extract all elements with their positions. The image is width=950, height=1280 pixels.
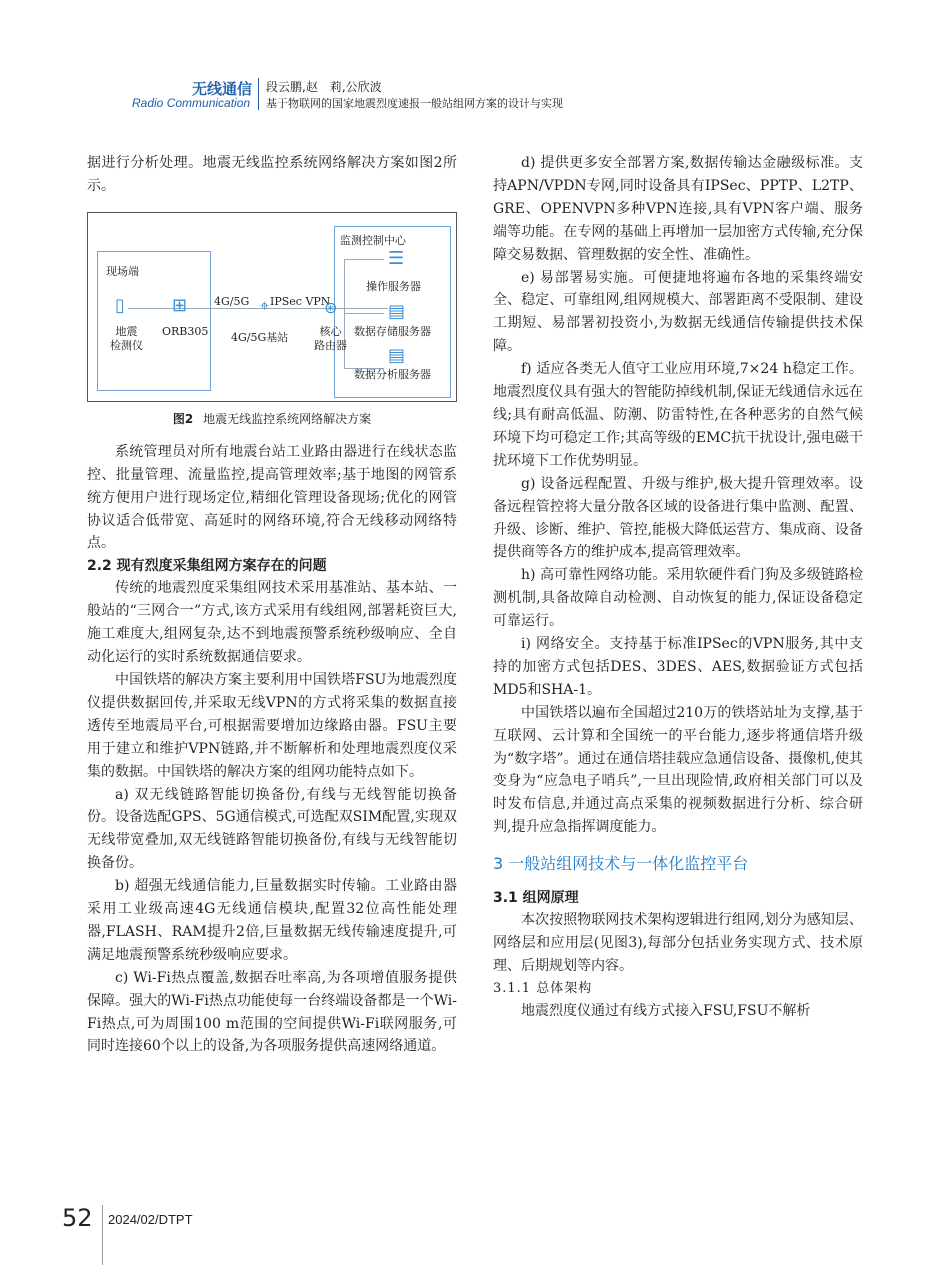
router-icon: ⊞ [172,294,188,316]
storage-server-label: 数据存储服务器 [354,324,431,338]
list-item-i: i) 网络安全。支持基于标准IPSec的VPN服务,其中支持的加密方式包括DES、3DES、AES,数据验证方式包括MD5和SHA-1。 [493,636,863,698]
list-item-a: a) 双无线链路智能切换备份,有线与无线智能切换备份。设备选配GPS、5G通信模式,可选配双SIM配置,实现双无线带宽叠加,双无线链路智能切换备份,有线与无线智能切换备份。 [87,786,457,872]
list-item-d: d) 提供更多安全部署方案,数据传输达金融级标准。支持APN/VPDN专网,同时设备具有IPSec、PPTP、L2TP、GRE、OPENVPN多种VPN连接,具有VPN客户端、服务端等功能。在专网的基础上再增加一层加密方式传输,充分保障交易数据、管理数据的安全性、准确性。 [493,155,863,263]
server-icon: ☰ [388,247,405,269]
issue-label: 2024/02/DTPT [108,1212,193,1227]
core-router-icon: ⊛ [324,297,338,317]
paragraph: 传统的地震烈度采集组网技术采用基准站、基本站、一般站的“三网合一”方式,该方式采用有线组网,部署耗资巨大,施工难度大,组网复杂,达不到地震预警系统秒级响应、全自动化运行的实时系统数据通信要求。 [87,580,457,666]
ipsec-vpn-label: IPSec VPN [270,294,331,308]
section-heading-3-1: 3.1 组网原理 [493,890,579,907]
header-divider [258,78,259,110]
list-item-g: g) 设备远程配置、升级与维护,极大提升管理效率。设备远程管控将大量分散各区域的设备进行集中监测、配置、升级、诊断、维护、管控,能极大降低运营方、集成商、设备提供商等各方的维护成本,提高管理效率。 [493,475,863,561]
page-number: 52 [62,1204,93,1232]
paragraph: 据进行分析处理。地震无线监控系统网络解决方案如图2所示。 [87,155,457,194]
list-item-f: f) 适应各类无人值守工业应用环境,7×24 h稳定工作。地震烈度仪具有强大的智能防掉线机制,保证无线通信永远在线;具有耐高低温、防潮、防雷特性,在各种恶劣的自然气候环境下均可稳定工作;其高等级的EMC抗干扰设计,强电磁干扰环境下工作优势明显。 [493,361,863,469]
journal-name-cn: 无线通信 [192,80,253,98]
header-authors: 段云鹏,赵 莉,公欣波 [266,80,382,94]
base-station-icon: ⌖ [260,295,270,315]
server-icon: ▤ [388,344,406,366]
paragraph: 本次按照物联网技术架构逻辑进行组网,划分为感知层、网络层和应用层(见图3),每部分包括业务实现方式、技术原理、后期规划等内容。 [493,912,863,974]
list-item-h: h) 高可靠性网络功能。采用软硬件看门狗及多级链路检测机制,具备故障自动检测、自动恢复的能力,保证设备稳定可靠运行。 [493,567,863,630]
4g5g-label: 4G/5G [214,294,250,308]
operation-server-label: 操作服务器 [366,279,421,293]
paragraph: 系统管理员对所有地震台站工业路由器进行在线状态监控、批量管理、流量监控,提高管理效率;基于地图的网管系统方便用户进行现场定位,精细化管理设备现场;优化的网管协议适合低带宽、高延时的网络环境,符合无线移动网络特点。 [87,443,457,552]
site-label: 现场端 [106,264,139,278]
figure-caption [87,410,457,427]
list-item-b: b) 超强无线通信能力,巨量数据实时传输。工业路由器采用工业级高速4G无线通信模块,配置32位高性能处理器,FLASH、RAM提升2倍,巨量数据无线传输速度提升,可满足地震预警系统秒级响应要求。 [87,878,457,963]
server-icon: ▤ [388,300,406,322]
paragraph: 地震烈度仪通过有线方式接入FSU,FSU不解析 [521,1002,811,1019]
section-heading-3-1-1: 3.1.1 总体架构 [493,980,593,996]
seismometer-icon: ▯ [115,294,125,316]
list-item-c: c) Wi-Fi热点覆盖,数据吞吐率高,为各项增值服务提供保障。强大的Wi-Fi热点功能使每一台终端设备都是一个Wi-Fi热点,可为周围100 m范围的空间提供Wi-Fi联网服务,可同时连接60个以上的设备,为各项服务提供高速网络通道。 [87,969,457,1055]
seismometer-label: 地震 检测仪 [110,324,143,352]
journal-name-en: Radio Communication [132,96,251,110]
figure-2-diagram [87,212,457,402]
left-column [87,152,457,1058]
connection-line [344,259,384,260]
control-center-label: 监测控制中心 [340,233,406,247]
section-heading-2-2: 2.2 现有烈度采集组网方案存在的问题 [87,558,327,575]
connection-line [344,313,384,314]
section-heading-3: 3 一般站组网技术与一体化监控平台 [493,854,749,874]
paragraph: 中国铁塔的解决方案主要利用中国铁塔FSU为地震烈度仪提供数据回传,并采取无线VPN的方式将采集的数据直接透传至地震局平台,可根据需要增加边缘路由器。FSU主要用于建立和维护VPN链路,并不断解析和处理地震烈度仪采集的数据。中国铁塔的解决方案的组网功能特点如下。 [87,671,457,780]
core-router-label: 核心 路由器 [314,324,347,352]
right-column [493,152,863,1023]
footer-divider [102,1205,103,1265]
connection-line [128,308,388,309]
orb305-label: ORB305 [162,324,209,338]
base-station-label: 4G/5G基站 [231,330,289,344]
figure-number: 图2 [172,411,194,426]
paragraph: 中国铁塔以遍布全国超过210万的铁塔站址为支撑,基于互联网、云计算和全国统一的平台能力,逐步将通信塔升级为“数字塔”。通过在通信塔挂载应急通信设备、摄像机,使其变身为“应急电子哨兵”,一旦出现险情,政府相关部门可以及时发布信息,并通过高点采集的视频数据进行分析、综合研判,提升应急指挥调度能力。 [493,704,863,836]
header-article-title: 基于物联网的国家地震烈度速报一般站组网方案的设计与实现 [266,97,563,110]
analysis-server-label: 数据分析服务器 [354,367,431,381]
list-item-e: e) 易部署易实施。可便捷地将遍布各地的采集终端安全、稳定、可靠组网,组网规模大、部署距离不受限制、建设工期短、易部署初投资小,为数据无线通信传输提供技术保障。 [493,269,863,355]
figure-caption-text: 地震无线监控系统网络解决方案 [203,411,372,426]
